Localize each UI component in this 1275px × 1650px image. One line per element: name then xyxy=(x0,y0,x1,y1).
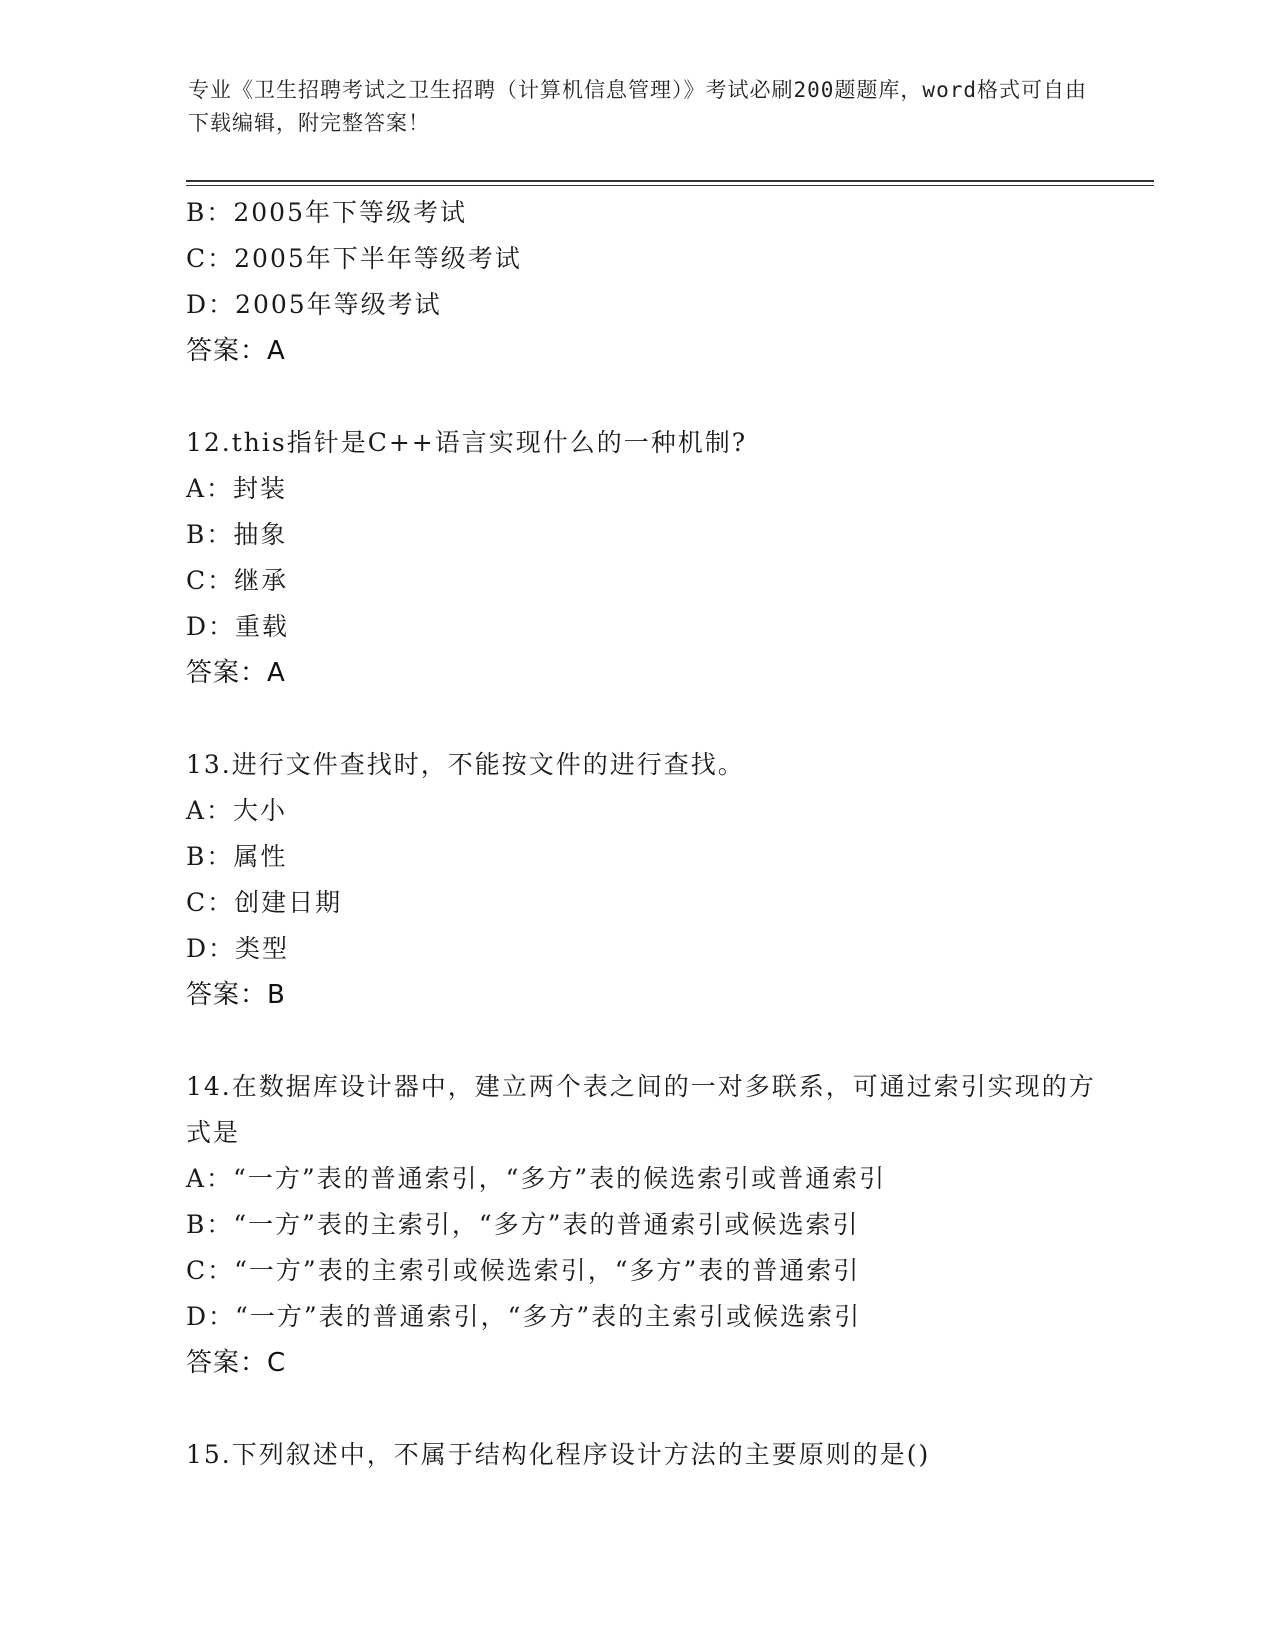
question-text: 15.下列叙述中，不属于结构化程序设计方法的主要原则的是() xyxy=(186,1440,931,1469)
question-text: 12.this指针是C++语言实现什么的一种机制? xyxy=(186,428,748,457)
question-15-block xyxy=(186,1432,1116,1478)
spacer xyxy=(186,1018,1116,1064)
option-a: A：封装 xyxy=(186,474,288,503)
question-13-block xyxy=(186,742,1116,1018)
option-a: A：“一方”表的普通索引，“多方”表的候选索引或普通索引 xyxy=(186,1164,887,1193)
option-c: C：继承 xyxy=(186,566,289,595)
question-11-block xyxy=(186,190,1116,374)
answer-label: 答案：B xyxy=(186,980,286,1010)
option-c: C：创建日期 xyxy=(186,888,343,917)
option-d: D：重载 xyxy=(186,612,290,641)
document-header: 专业《卫生招聘考试之卫生招聘（计算机信息管理）》考试必刷200题题库，word格式可自由下载编辑，附完整答案！ xyxy=(188,78,1087,135)
option-c: C：“一方”表的主索引或候选索引，“多方”表的普通索引 xyxy=(186,1256,861,1285)
option-d: D：“一方”表的普通索引，“多方”表的主索引或候选索引 xyxy=(186,1302,862,1331)
option-b: B：“一方”表的主索引，“多方”表的普通索引或候选索引 xyxy=(186,1210,860,1239)
spacer xyxy=(186,1386,1116,1432)
header-divider-thick xyxy=(186,180,1154,182)
spacer xyxy=(186,696,1116,742)
option-d: D：类型 xyxy=(186,934,290,963)
question-text: 14.在数据库设计器中，建立两个表之间的一对多联系，可通过索引实现的方式是 xyxy=(186,1072,1096,1147)
question-14-block xyxy=(186,1064,1116,1386)
option-b: B：属性 xyxy=(186,842,288,871)
answer-label: 答案：A xyxy=(186,658,286,688)
option-c: C：2005年下半年等级考试 xyxy=(186,244,522,273)
question-list xyxy=(186,190,1116,1478)
option-a: A：大小 xyxy=(186,796,288,825)
question-text: 13.进行文件查找时，不能按文件的进行查找。 xyxy=(186,750,745,779)
answer-label: 答案：C xyxy=(186,1348,287,1378)
header-divider-thin xyxy=(186,185,1154,186)
option-b: B：抽象 xyxy=(186,520,288,549)
answer-label: 答案：A xyxy=(186,336,286,366)
spacer xyxy=(186,374,1116,420)
option-d: D：2005年等级考试 xyxy=(186,290,442,319)
question-12-block xyxy=(186,420,1116,696)
option-b: B：2005年下等级考试 xyxy=(186,198,467,227)
